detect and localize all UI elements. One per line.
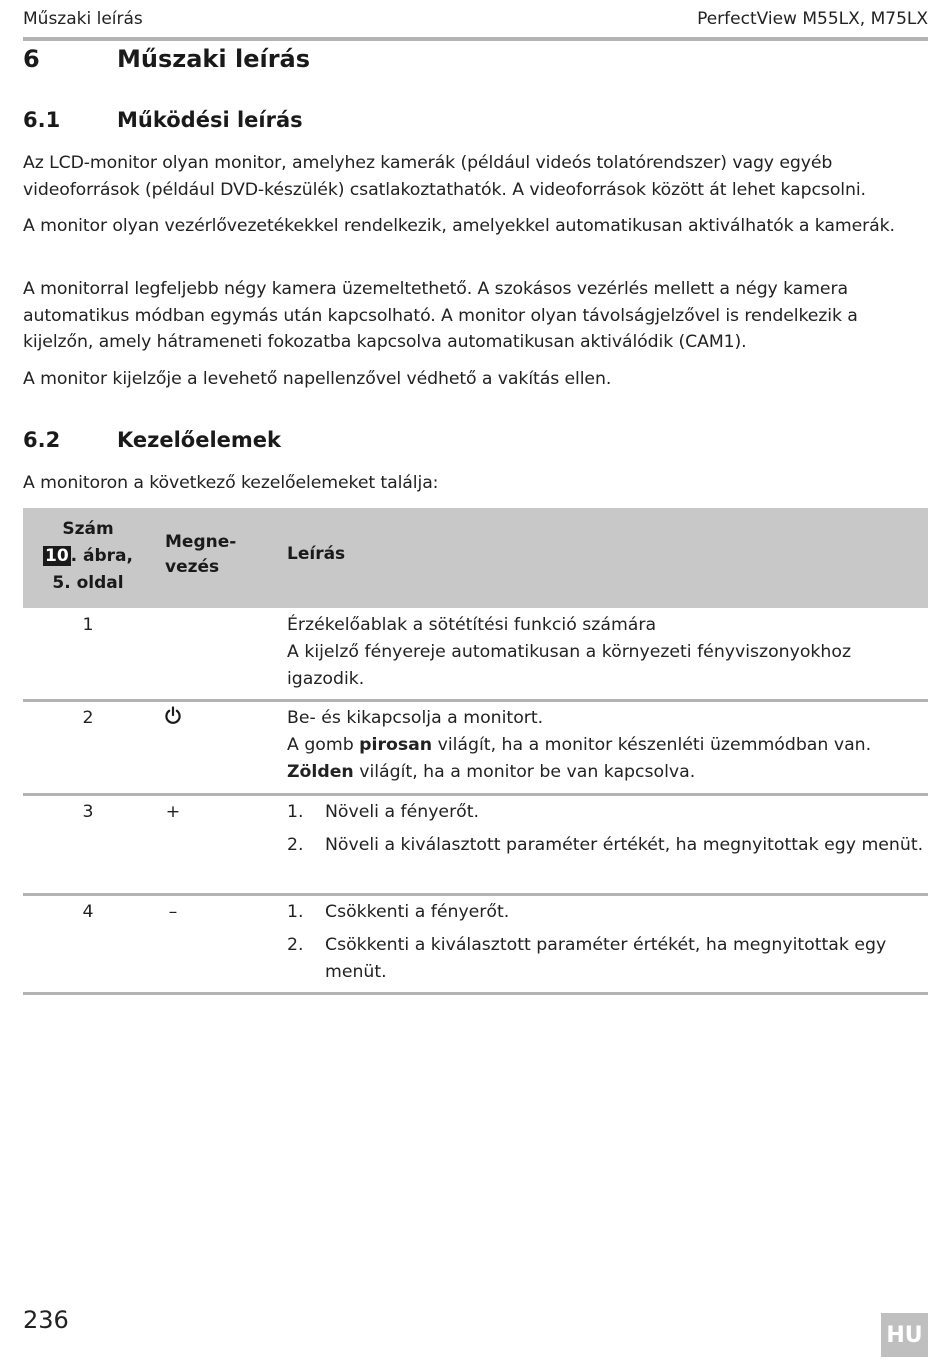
text: A gomb (287, 735, 360, 755)
row-number: 2 (82, 708, 94, 728)
row-description (287, 612, 927, 693)
section-number: 6 (23, 45, 40, 73)
header-text: vezés (165, 557, 220, 577)
row-description (287, 899, 927, 992)
paragraph: A monitorral legfeljebb négy kamera üzemeltethető. A szokásos vezérlés mellett a négy kamera automatikus módban egymás után kapcsolható. A monitor olyan távolságjelzővel is rendelkezik a kijelzőn, amely hátrameneti fokozatba kapcsolva automatikusan aktiválódik (CAM1). (23, 279, 858, 352)
emphasis: pirosan (359, 735, 433, 755)
section-title: Műszaki leírás (117, 45, 311, 73)
row-divider (23, 699, 928, 702)
section-heading (23, 40, 310, 78)
table-bottom-rule (23, 992, 928, 995)
column-header-description: Leírás (287, 544, 346, 564)
language-badge: HU (881, 1313, 928, 1357)
list-item (287, 832, 927, 859)
list-text: Növeli a fényerőt. (325, 802, 480, 822)
row-name: – (168, 902, 178, 922)
row-description (287, 799, 927, 865)
list-item (287, 799, 927, 826)
row-number: 4 (82, 902, 94, 922)
header-text: 5. oldal (52, 573, 124, 593)
row-description (287, 705, 927, 786)
description-line (287, 732, 927, 759)
list-marker: 2. (287, 835, 304, 855)
subsection-title: Működési leírás (117, 108, 303, 132)
header-right: PerfectView M55LX, M75LX (697, 9, 928, 29)
row-number: 3 (82, 802, 94, 822)
description-line: A kijelző fényereje automatikusan a környezeti fényviszonyokhoz igazodik. (287, 642, 852, 689)
header-text: Megne- (165, 532, 237, 552)
text: világít, ha a monitor be van kapcsolva. (353, 762, 696, 782)
subsection-title: Kezelőelemek (117, 428, 282, 452)
paragraph: A monitor kijelzője a levehető napellenzővel védhető a vakítás ellen. (23, 369, 612, 389)
list-marker: 1. (287, 802, 304, 822)
row-name: + (165, 802, 181, 822)
subsection-heading-6-1 (23, 103, 303, 137)
power-icon (164, 706, 182, 726)
description-line (287, 759, 927, 786)
list-item (287, 932, 927, 986)
figure-number-box: 10 (44, 546, 69, 566)
subsection-number: 6.2 (23, 428, 61, 452)
description-line: Érzékelőablak a sötétítési funkció számára (287, 615, 657, 635)
list-text: Csökkenti a kiválasztott paraméter értékét, ha megnyitottak egy menüt. (325, 935, 887, 982)
list-marker: 1. (287, 902, 304, 922)
paragraph: Az LCD-monitor olyan monitor, amelyhez kamerák (például videós tolatórendszer) vagy egyéb videoforrások (például DVD-készülék) csatlakoztathatók. A videoforrások között át lehet kapcsolni. (23, 153, 866, 200)
list-text: Növeli a kiválasztott paraméter értékét, ha megnyitottak egy menüt. (325, 835, 924, 855)
running-header (23, 6, 928, 32)
header-text: . ábra, (70, 546, 133, 566)
table-intro: A monitoron a következő kezelőelemeket találja: (23, 473, 439, 493)
page-number: 236 (23, 1306, 69, 1334)
emphasis: Zölden (287, 762, 354, 782)
text: világít, ha a monitor készenléti üzemmódban van. (432, 735, 872, 755)
column-header-number (23, 516, 153, 597)
subsection-number: 6.1 (23, 108, 61, 132)
subsection-heading-6-2 (23, 423, 281, 457)
list-text: Csökkenti a fényerőt. (325, 902, 510, 922)
description-line: Be- és kikapcsolja a monitort. (287, 708, 544, 728)
paragraph: A monitor olyan vezérlővezetékekkel rendelkezik, amelyekkel automatikusan aktiválhatók a kamerák. (23, 216, 895, 236)
row-number: 1 (82, 615, 94, 635)
row-name (153, 705, 193, 732)
header-text: Szám (62, 519, 114, 539)
list-marker: 2. (287, 935, 304, 955)
row-divider (23, 793, 928, 796)
row-divider (23, 893, 928, 896)
list-item (287, 899, 927, 926)
table-header (23, 508, 928, 608)
column-header-name (165, 530, 275, 580)
header-left: Műszaki leírás (23, 9, 143, 29)
